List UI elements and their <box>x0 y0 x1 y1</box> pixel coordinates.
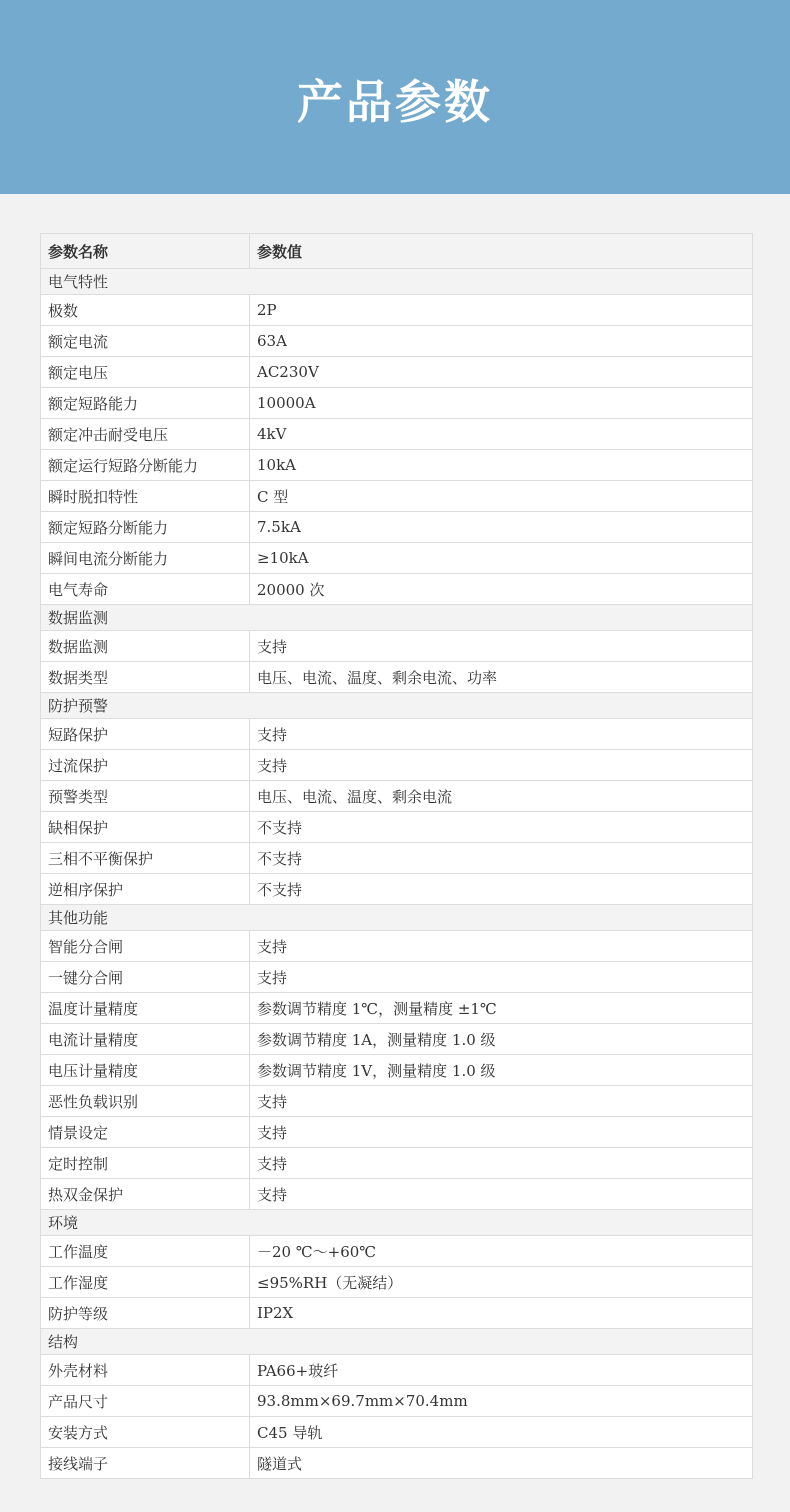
param-name-cell: 瞬间电流分断能力 <box>41 543 250 574</box>
param-name-cell: 额定冲击耐受电压 <box>41 419 250 450</box>
table-header-row <box>41 234 753 269</box>
section-row <box>41 269 753 295</box>
param-value-cell: 不支持 <box>250 812 753 843</box>
table-row <box>41 1448 753 1479</box>
param-value-cell: IP2X <box>250 1298 753 1329</box>
section-title: 环境 <box>41 1210 753 1236</box>
param-name-cell: 定时控制 <box>41 1148 250 1179</box>
spec-table-container <box>40 233 752 1479</box>
param-name-cell: 三相不平衡保护 <box>41 843 250 874</box>
param-name-cell: 防护等级 <box>41 1298 250 1329</box>
param-name-cell: 额定短路分断能力 <box>41 512 250 543</box>
param-name-cell: 一键分合闸 <box>41 962 250 993</box>
table-row <box>41 1024 753 1055</box>
table-row <box>41 1386 753 1417</box>
param-value-cell: 参数调节精度 1℃，测量精度 ±1℃ <box>250 993 753 1024</box>
table-row <box>41 631 753 662</box>
table-row <box>41 962 753 993</box>
table-row <box>41 1148 753 1179</box>
table-row <box>41 874 753 905</box>
param-value-cell: 7.5kA <box>250 512 753 543</box>
table-row <box>41 1417 753 1448</box>
param-value-cell: ≤95%RH（无凝结） <box>250 1267 753 1298</box>
param-value-cell: 不支持 <box>250 843 753 874</box>
param-name-cell: 额定运行短路分断能力 <box>41 450 250 481</box>
param-name-cell: 产品尺寸 <box>41 1386 250 1417</box>
param-value-cell: 参数调节精度 1A，测量精度 1.0 级 <box>250 1024 753 1055</box>
section-row <box>41 1329 753 1355</box>
table-row <box>41 1236 753 1267</box>
param-name-cell: 安装方式 <box>41 1417 250 1448</box>
column-header-name: 参数名称 <box>41 234 250 269</box>
param-value-cell: 10000A <box>250 388 753 419</box>
param-value-cell: 20000 次 <box>250 574 753 605</box>
param-value-cell: 支持 <box>250 750 753 781</box>
page-title: 产品参数 <box>297 75 493 129</box>
param-name-cell: 恶性负载识别 <box>41 1086 250 1117</box>
table-row <box>41 388 753 419</box>
table-row <box>41 574 753 605</box>
section-title: 数据监测 <box>41 605 753 631</box>
table-row <box>41 512 753 543</box>
table-row <box>41 1267 753 1298</box>
param-name-cell: 预警类型 <box>41 781 250 812</box>
table-row <box>41 662 753 693</box>
table-row <box>41 843 753 874</box>
param-name-cell: 短路保护 <box>41 719 250 750</box>
param-value-cell: 2P <box>250 295 753 326</box>
param-value-cell: 隧道式 <box>250 1448 753 1479</box>
section-title: 结构 <box>41 1329 753 1355</box>
param-name-cell: 额定短路能力 <box>41 388 250 419</box>
param-name-cell: 数据类型 <box>41 662 250 693</box>
param-name-cell: 缺相保护 <box>41 812 250 843</box>
param-value-cell: 4kV <box>250 419 753 450</box>
table-row <box>41 781 753 812</box>
param-value-cell: 支持 <box>250 1117 753 1148</box>
section-title: 电气特性 <box>41 269 753 295</box>
param-value-cell: AC230V <box>250 357 753 388</box>
param-value-cell: 10kA <box>250 450 753 481</box>
param-value-cell: 支持 <box>250 719 753 750</box>
table-row <box>41 750 753 781</box>
table-row <box>41 481 753 512</box>
table-row <box>41 1179 753 1210</box>
param-value-cell: 不支持 <box>250 874 753 905</box>
section-row <box>41 605 753 631</box>
table-row <box>41 1086 753 1117</box>
param-name-cell: 逆相序保护 <box>41 874 250 905</box>
param-value-cell: 支持 <box>250 1086 753 1117</box>
spec-table-body <box>41 269 753 1479</box>
param-name-cell: 额定电流 <box>41 326 250 357</box>
param-value-cell: 支持 <box>250 962 753 993</box>
section-row <box>41 693 753 719</box>
table-row <box>41 931 753 962</box>
table-row <box>41 719 753 750</box>
param-value-cell: C45 导轨 <box>250 1417 753 1448</box>
table-row <box>41 295 753 326</box>
table-row <box>41 419 753 450</box>
param-name-cell: 极数 <box>41 295 250 326</box>
param-name-cell: 外壳材料 <box>41 1355 250 1386</box>
param-name-cell: 电流计量精度 <box>41 1024 250 1055</box>
param-name-cell: 电气寿命 <box>41 574 250 605</box>
param-value-cell: 63A <box>250 326 753 357</box>
param-value-cell: 支持 <box>250 1179 753 1210</box>
table-row <box>41 357 753 388</box>
table-row <box>41 812 753 843</box>
param-name-cell: 工作湿度 <box>41 1267 250 1298</box>
param-name-cell: 热双金保护 <box>41 1179 250 1210</box>
column-header-value: 参数值 <box>250 234 753 269</box>
param-name-cell: 温度计量精度 <box>41 993 250 1024</box>
param-name-cell: 情景设定 <box>41 1117 250 1148</box>
param-value-cell: 支持 <box>250 1148 753 1179</box>
table-row <box>41 993 753 1024</box>
param-value-cell: ≥10kA <box>250 543 753 574</box>
section-title: 防护预警 <box>41 693 753 719</box>
table-row <box>41 1055 753 1086</box>
param-value-cell: 电压、电流、温度、剩余电流、功率 <box>250 662 753 693</box>
param-name-cell: 过流保护 <box>41 750 250 781</box>
table-row <box>41 450 753 481</box>
section-row <box>41 905 753 931</box>
table-row <box>41 1117 753 1148</box>
param-name-cell: 智能分合闸 <box>41 931 250 962</box>
table-row <box>41 1355 753 1386</box>
section-row <box>41 1210 753 1236</box>
table-row <box>41 543 753 574</box>
param-name-cell: 接线端子 <box>41 1448 250 1479</box>
page-header <box>0 0 790 194</box>
param-value-cell: 参数调节精度 1V，测量精度 1.0 级 <box>250 1055 753 1086</box>
table-row <box>41 326 753 357</box>
param-name-cell: 数据监测 <box>41 631 250 662</box>
param-value-cell: －20 ℃～+60℃ <box>250 1236 753 1267</box>
table-row <box>41 1298 753 1329</box>
section-title: 其他功能 <box>41 905 753 931</box>
param-value-cell: 93.8mm×69.7mm×70.4mm <box>250 1386 753 1417</box>
param-name-cell: 额定电压 <box>41 357 250 388</box>
param-name-cell: 工作温度 <box>41 1236 250 1267</box>
param-value-cell: C 型 <box>250 481 753 512</box>
param-value-cell: PA66+玻纤 <box>250 1355 753 1386</box>
spec-table <box>40 233 753 1479</box>
param-value-cell: 支持 <box>250 931 753 962</box>
param-value-cell: 支持 <box>250 631 753 662</box>
param-name-cell: 电压计量精度 <box>41 1055 250 1086</box>
param-value-cell: 电压、电流、温度、剩余电流 <box>250 781 753 812</box>
param-name-cell: 瞬时脱扣特性 <box>41 481 250 512</box>
